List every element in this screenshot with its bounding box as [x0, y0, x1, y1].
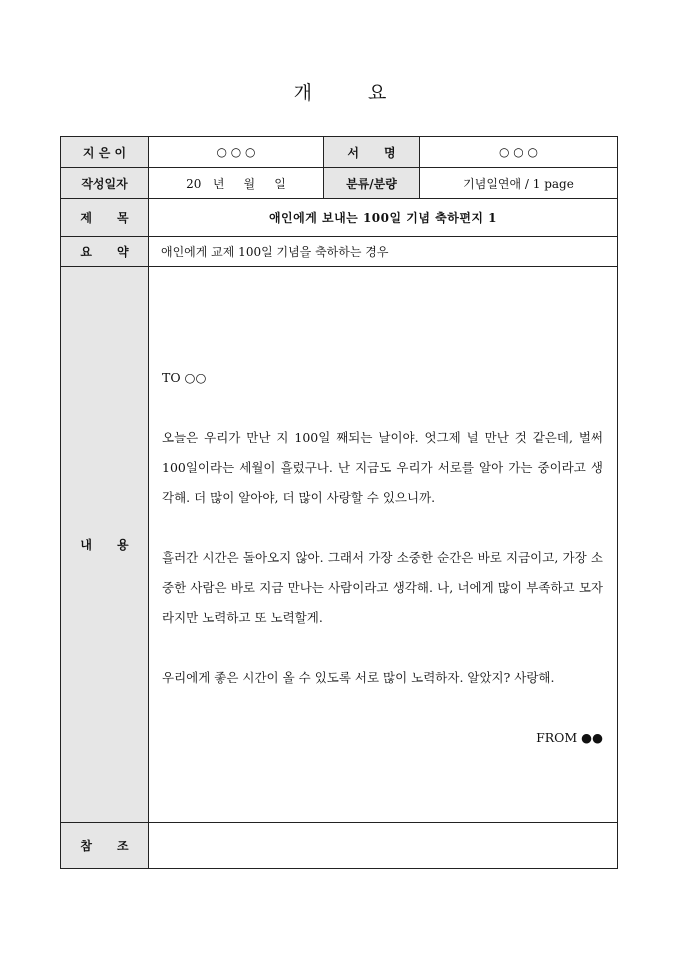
letter-paragraph-3: 우리에게 좋은 시간이 올 수 있도록 서로 많이 노력하자. 알았지? 사랑해.: [162, 670, 555, 685]
page-title-right: 요: [368, 82, 387, 104]
content-row: [61, 267, 618, 823]
reference-value: [149, 823, 618, 869]
date-row: [61, 168, 618, 199]
letter-text: [162, 363, 603, 753]
reference-label: 참 조: [61, 823, 149, 869]
overview-form: [60, 136, 618, 869]
letter-greeting: TO ○○: [162, 370, 207, 385]
date-label: 작성일자: [61, 168, 149, 199]
author-value: ○ ○ ○: [149, 137, 324, 168]
subject-row: [61, 199, 618, 237]
subject-label: 제 목: [61, 199, 149, 237]
letter-body: [149, 267, 618, 823]
category-label: 분류/분량: [324, 168, 420, 199]
date-value: 20 년 월 일: [149, 168, 324, 199]
author-row: [61, 137, 618, 168]
page-title: [0, 78, 680, 105]
reference-row: [61, 823, 618, 869]
signature-label: 서 명: [324, 137, 420, 168]
subject-value: 애인에게 보내는 100일 기념 축하편지 1: [149, 199, 618, 237]
letter-signoff: FROM ●●: [536, 730, 603, 745]
author-label: 지 은 이: [61, 137, 149, 168]
summary-value: 애인에게 교제 100일 기념을 축하하는 경우: [149, 237, 618, 267]
summary-row: [61, 237, 618, 267]
summary-label: 요 약: [61, 237, 149, 267]
letter-paragraph-2: 흘러간 시간은 돌아오지 않아. 그래서 가장 소중한 순간은 바로 지금이고, 가장 소중한 사람은 바로 지금 만나는 사람이라고 생각해. 나, 너에게 많이 부족하고 모자라지만 노력하고 또 노력할게.: [162, 550, 603, 625]
page-title-left: 개: [293, 82, 312, 104]
letter-paragraph-1: 오늘은 우리가 만난 지 100일 째되는 날이야. 엇그제 널 만난 것 같은데, 벌써 100일이라는 세월이 흘렀구나. 난 지금도 우리가 서로를 알아 가는 중이라고 생각해. 더 많이 알아야, 더 많이 사랑할 수 있으니까.: [162, 430, 603, 505]
signature-value: ○ ○ ○: [420, 137, 618, 168]
content-label: 내 용: [61, 267, 149, 823]
category-value: 기념일연애 / 1 page: [420, 168, 618, 199]
